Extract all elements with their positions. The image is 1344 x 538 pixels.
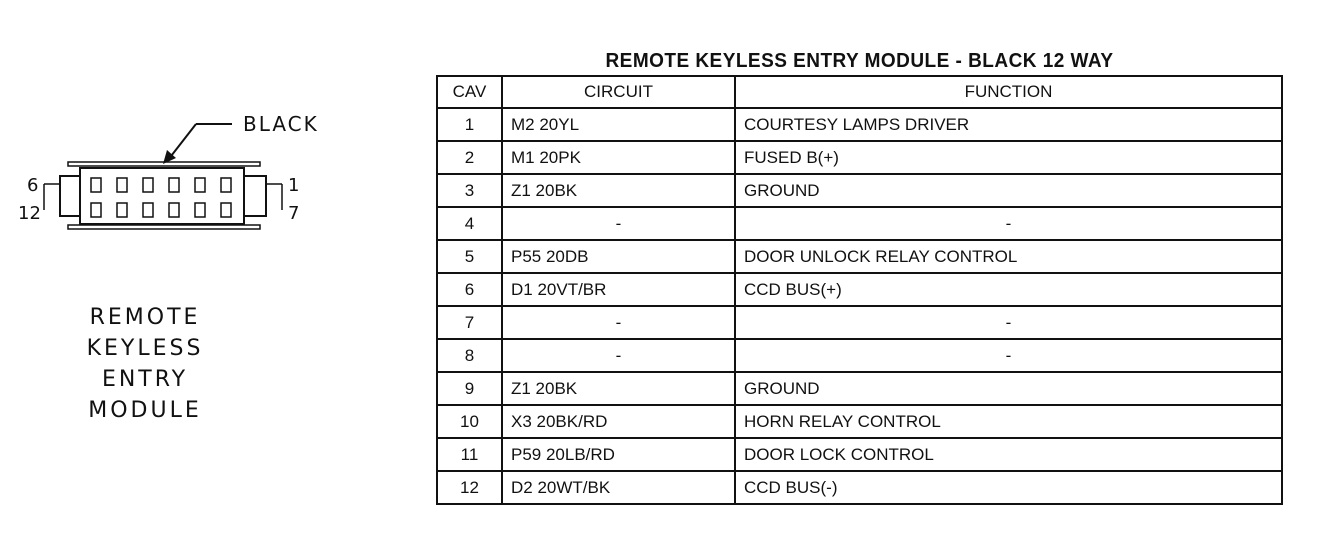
- function-cell: -: [735, 339, 1282, 372]
- cavity-10: [143, 203, 153, 217]
- table-row: [437, 339, 1282, 372]
- left-latch: [60, 176, 80, 216]
- header-cav: CAV: [437, 76, 502, 108]
- function-cell: HORN RELAY CONTROL: [735, 405, 1282, 438]
- function-cell: CCD BUS(-): [735, 471, 1282, 504]
- connector-body: [80, 168, 244, 224]
- function-cell: COURTESY LAMPS DRIVER: [735, 108, 1282, 141]
- table-row: [437, 240, 1282, 273]
- cav-cell: 4: [437, 207, 502, 240]
- circuit-cell: Z1 20BK: [502, 372, 735, 405]
- cavity-3: [169, 178, 179, 192]
- cav-cell: 5: [437, 240, 502, 273]
- table-row: [437, 174, 1282, 207]
- table-title: REMOTE KEYLESS ENTRY MODULE - BLACK 12 WAY: [605, 50, 1114, 72]
- circuit-cell: D2 20WT/BK: [502, 471, 735, 504]
- module-label-line: MODULE: [88, 398, 202, 423]
- cavity-8: [195, 203, 205, 217]
- cavity-row-bottom: [91, 203, 231, 217]
- circuit-cell: P59 20LB/RD: [502, 438, 735, 471]
- circuit-cell: P55 20DB: [502, 240, 735, 273]
- function-cell: GROUND: [735, 174, 1282, 207]
- circuit-cell: Z1 20BK: [502, 174, 735, 207]
- circuit-cell: D1 20VT/BR: [502, 273, 735, 306]
- table-row: [437, 405, 1282, 438]
- pinout-table: [436, 75, 1283, 505]
- header-function: FUNCTION: [735, 76, 1282, 108]
- pin-label-7: 7: [288, 203, 300, 224]
- table-row: [437, 207, 1282, 240]
- cav-cell: 9: [437, 372, 502, 405]
- circuit-cell: M1 20PK: [502, 141, 735, 174]
- pin-label-1: 1: [288, 175, 300, 196]
- circuit-cell: X3 20BK/RD: [502, 405, 735, 438]
- function-cell: DOOR LOCK CONTROL: [735, 438, 1282, 471]
- cav-cell: 6: [437, 273, 502, 306]
- cavity-row-top: [91, 178, 231, 192]
- module-label: [60, 302, 230, 426]
- function-cell: DOOR UNLOCK RELAY CONTROL: [735, 240, 1282, 273]
- module-label-line: KEYLESS: [86, 336, 204, 361]
- circuit-cell: -: [502, 339, 735, 372]
- table-row: [437, 372, 1282, 405]
- cavity-6: [91, 178, 101, 192]
- cav-cell: 1: [437, 108, 502, 141]
- circuit-cell: -: [502, 306, 735, 339]
- pin-label-12: 12: [18, 203, 41, 224]
- cavity-4: [143, 178, 153, 192]
- right-latch: [244, 176, 266, 216]
- cav-cell: 12: [437, 471, 502, 504]
- header-circuit: CIRCUIT: [502, 76, 735, 108]
- color-label: BLACK: [243, 112, 319, 136]
- table-row: [437, 108, 1282, 141]
- connector-bottom-rail: [68, 225, 260, 229]
- cavity-9: [169, 203, 179, 217]
- cavity-11: [117, 203, 127, 217]
- cavity-7: [221, 203, 231, 217]
- function-cell: -: [735, 306, 1282, 339]
- connector-diagram: [0, 0, 420, 300]
- table-row: [437, 471, 1282, 504]
- circuit-cell: M2 20YL: [502, 108, 735, 141]
- cav-cell: 7: [437, 306, 502, 339]
- module-label-line: REMOTE: [89, 305, 201, 330]
- function-cell: FUSED B(+): [735, 141, 1282, 174]
- function-cell: -: [735, 207, 1282, 240]
- cav-cell: 8: [437, 339, 502, 372]
- cavity-5: [117, 178, 127, 192]
- table-row: [437, 141, 1282, 174]
- circuit-cell: -: [502, 207, 735, 240]
- pin-label-6: 6: [27, 175, 39, 196]
- module-label-line: ENTRY: [101, 367, 189, 392]
- cav-cell: 2: [437, 141, 502, 174]
- function-cell: CCD BUS(+): [735, 273, 1282, 306]
- cavity-12: [91, 203, 101, 217]
- cav-cell: 10: [437, 405, 502, 438]
- table-header-row: [437, 76, 1282, 108]
- table-row: [437, 438, 1282, 471]
- cav-cell: 3: [437, 174, 502, 207]
- cavity-2: [195, 178, 205, 192]
- function-cell: GROUND: [735, 372, 1282, 405]
- connector-top-rail: [68, 162, 260, 166]
- table-row: [437, 306, 1282, 339]
- cav-cell: 11: [437, 438, 502, 471]
- black-leader-line-diagonal: [168, 124, 196, 160]
- table-row: [437, 273, 1282, 306]
- cavity-1: [221, 178, 231, 192]
